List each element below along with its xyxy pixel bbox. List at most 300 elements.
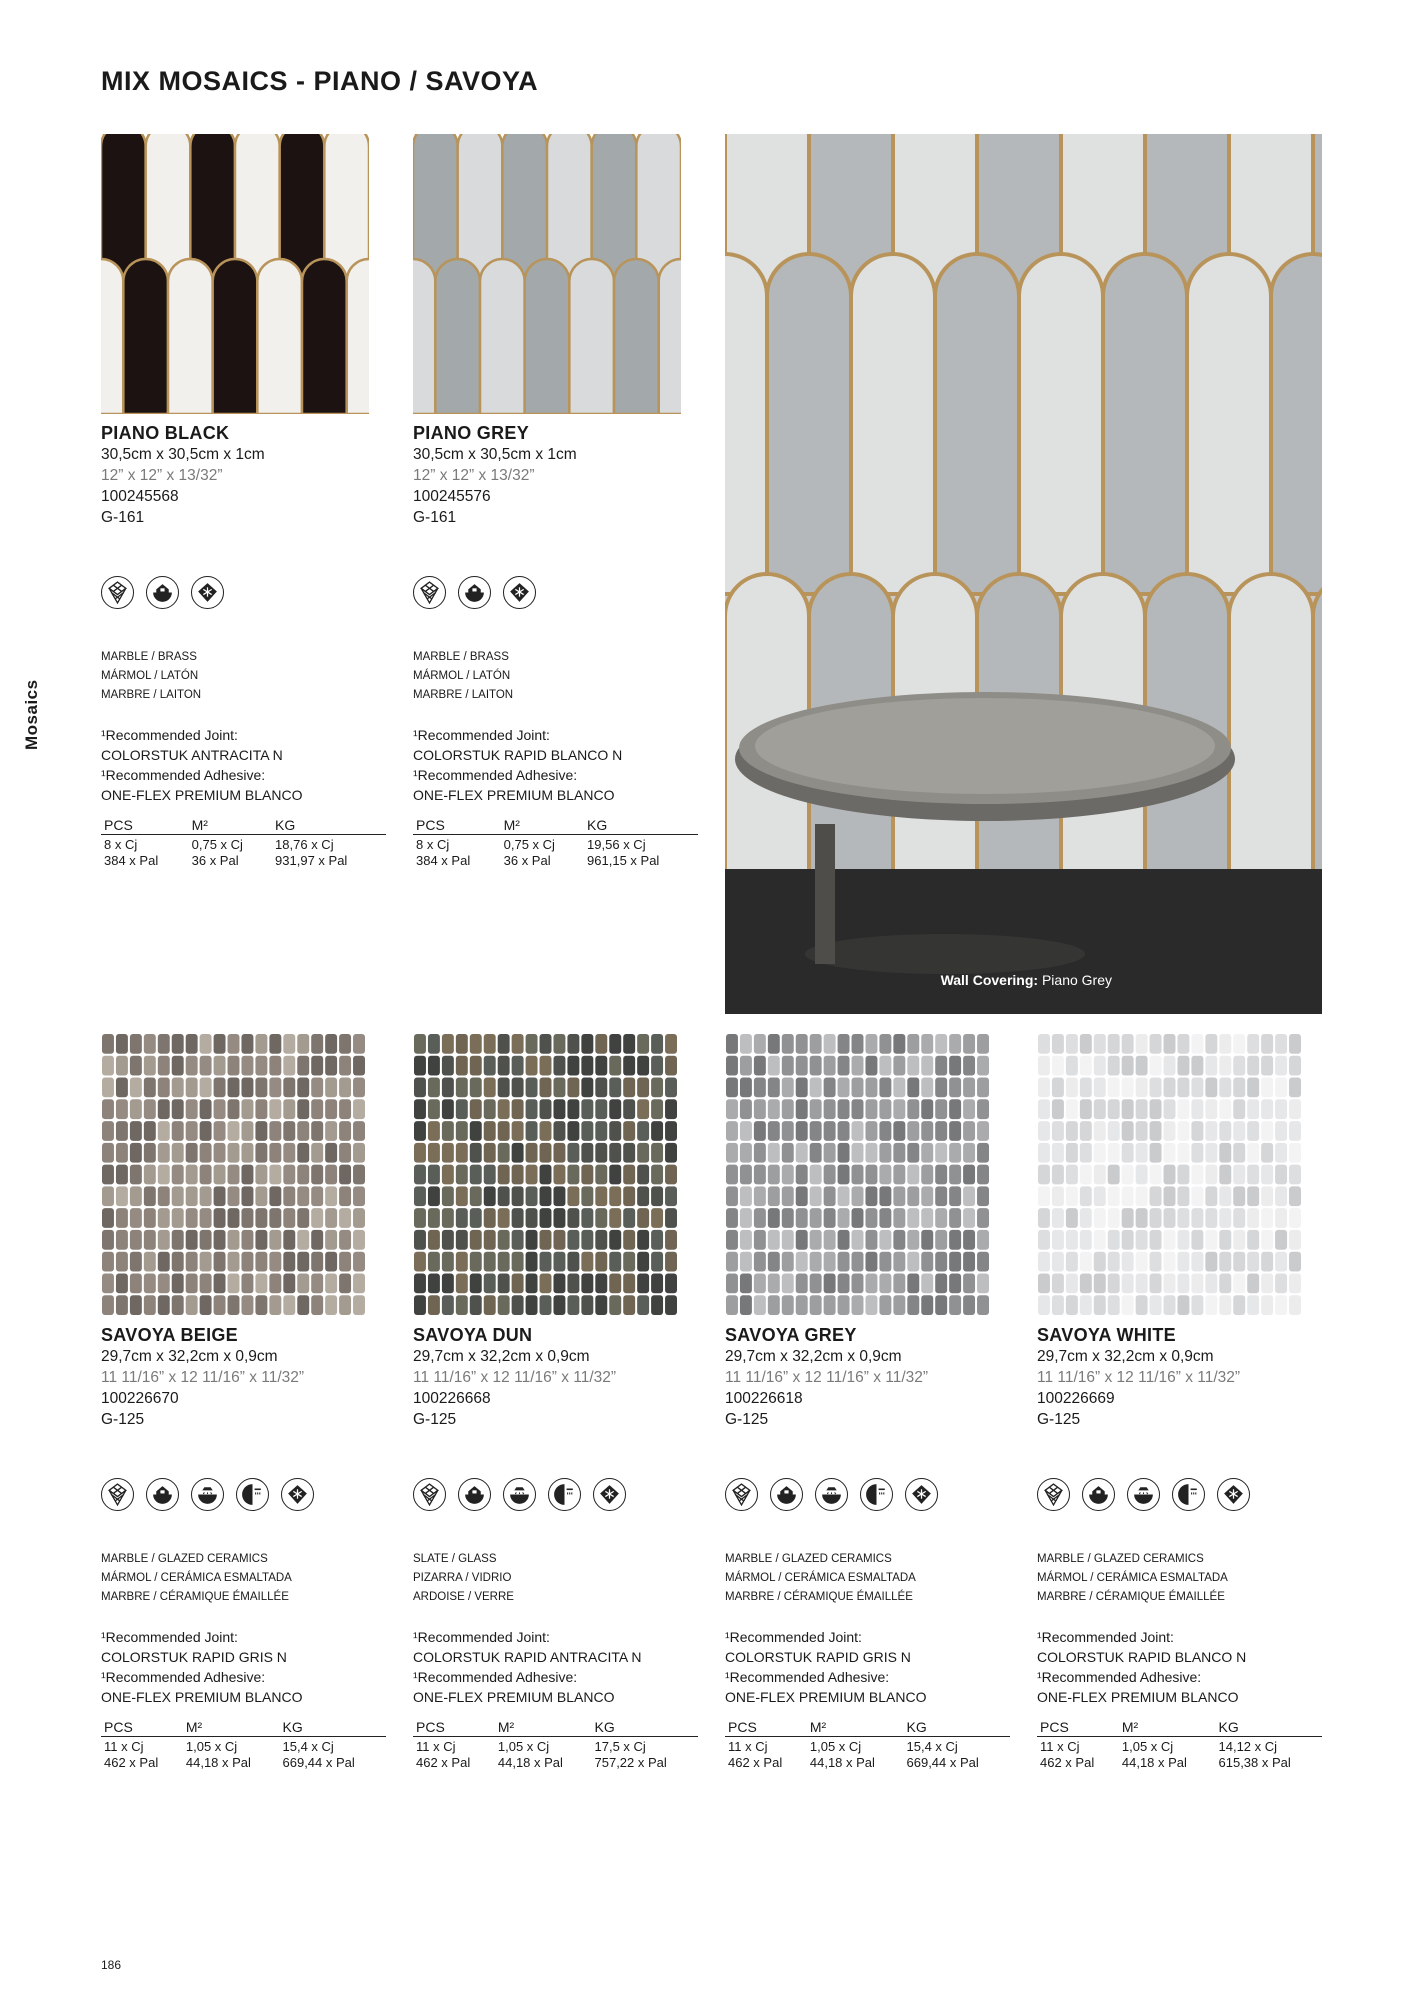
- spec-header-kg: KG: [280, 1719, 387, 1737]
- savoya-tile: [907, 1034, 919, 1054]
- savoya-tile: [1261, 1295, 1273, 1315]
- savoya-tile: [651, 1099, 663, 1119]
- savoya-tile: [1261, 1165, 1273, 1185]
- savoya-tile: [977, 1143, 989, 1163]
- savoya-tile: [269, 1143, 281, 1163]
- product-swatch: [101, 134, 369, 414]
- savoya-tile: [1150, 1252, 1162, 1272]
- savoya-tile: [637, 1295, 649, 1315]
- savoya-tile: [456, 1121, 468, 1141]
- savoya-tile: [1066, 1186, 1078, 1206]
- savoya-tile: [1275, 1186, 1287, 1206]
- materials: [725, 1550, 1010, 1607]
- savoya-tile: [921, 1078, 933, 1098]
- product-swatch: [413, 134, 681, 414]
- savoya-tile: [540, 1099, 552, 1119]
- interior-wall-icon: [770, 1478, 803, 1511]
- savoya-tile: [428, 1078, 440, 1098]
- savoya-tile: [907, 1165, 919, 1185]
- savoya-tile: [269, 1078, 281, 1098]
- savoya-tile: [1094, 1099, 1106, 1119]
- savoya-tile: [838, 1034, 850, 1054]
- savoya-tile: [339, 1165, 351, 1185]
- product-size-metric: 29,7cm x 32,2cm x 0,9cm: [101, 1348, 278, 1365]
- savoya-tile: [754, 1186, 766, 1206]
- savoya-tile: [1247, 1186, 1259, 1206]
- savoya-tile: [470, 1099, 482, 1119]
- savoya-tile: [1094, 1121, 1106, 1141]
- savoya-tile: [907, 1056, 919, 1076]
- savoya-tile: [1164, 1056, 1176, 1076]
- savoya-tile: [949, 1230, 961, 1250]
- savoya-tile: [1247, 1121, 1259, 1141]
- savoya-tile: [470, 1295, 482, 1315]
- product-size-imperial: 11 11/16” x 12 11/16” x 11/32”: [413, 1369, 617, 1386]
- adhesive-label: ¹Recommended Adhesive:: [101, 767, 266, 783]
- materials: [1037, 1550, 1322, 1607]
- savoya-tile: [768, 1295, 780, 1315]
- adhesive-value: ONE-FLEX PREMIUM BLANCO: [725, 1689, 927, 1705]
- savoya-tile: [512, 1230, 524, 1250]
- savoya-tile: [1094, 1143, 1106, 1163]
- savoya-tile: [526, 1165, 538, 1185]
- savoya-tile: [255, 1208, 267, 1228]
- savoya-tile: [1150, 1099, 1162, 1119]
- savoya-tile: [498, 1099, 510, 1119]
- savoya-tile: [754, 1273, 766, 1293]
- savoya-tile: [498, 1034, 510, 1054]
- savoya-tile: [893, 1121, 905, 1141]
- savoya-tile: [130, 1252, 142, 1272]
- savoya-tile: [339, 1295, 351, 1315]
- savoya-tile: [484, 1078, 496, 1098]
- savoya-tile: [339, 1143, 351, 1163]
- product-name: SAVOYA BEIGE: [101, 1325, 238, 1345]
- spec-kg-pallet: 931,97 x Pal: [275, 853, 348, 868]
- savoya-tile: [484, 1230, 496, 1250]
- savoya-tile: [297, 1252, 309, 1272]
- savoya-tile: [1289, 1034, 1301, 1054]
- savoya-tile: [353, 1165, 365, 1185]
- shower-wall-icon: [860, 1478, 893, 1511]
- savoya-tile: [442, 1078, 454, 1098]
- savoya-tile: [651, 1295, 663, 1315]
- savoya-tile: [172, 1252, 184, 1272]
- savoya-tile: [283, 1121, 295, 1141]
- product-size-imperial: 11 11/16” x 12 11/16” x 11/32”: [101, 1369, 305, 1386]
- savoya-tile: [949, 1295, 961, 1315]
- savoya-tile: [768, 1143, 780, 1163]
- savoya-tile: [623, 1056, 635, 1076]
- savoya-tile: [567, 1034, 579, 1054]
- savoya-tile: [609, 1078, 621, 1098]
- savoya-tile: [144, 1143, 156, 1163]
- savoya-tile: [754, 1252, 766, 1272]
- spec-m2-box: 1,05 x Cj: [809, 1739, 862, 1754]
- savoya-tile: [1122, 1056, 1134, 1076]
- savoya-tile: [186, 1056, 198, 1076]
- savoya-tile: [442, 1099, 454, 1119]
- savoya-tile: [186, 1034, 198, 1054]
- savoya-tile: [1052, 1056, 1064, 1076]
- adhesive-value: ONE-FLEX PREMIUM BLANCO: [101, 787, 303, 803]
- spec-pcs-box: 11 x Cj: [1040, 1739, 1080, 1754]
- savoya-tile: [526, 1099, 538, 1119]
- page-title: MIX MOSAICS - PIANO / SAVOYA: [101, 66, 539, 96]
- savoya-tile: [810, 1230, 822, 1250]
- savoya-tile: [838, 1208, 850, 1228]
- savoya-tile: [623, 1034, 635, 1054]
- savoya-tile: [651, 1165, 663, 1185]
- product-swatch: [101, 1033, 366, 1316]
- savoya-tile: [907, 1208, 919, 1228]
- spec-header-m2: M²: [183, 1719, 280, 1737]
- savoya-tile: [130, 1165, 142, 1185]
- savoya-tile: [1038, 1099, 1050, 1119]
- savoya-tile: [1052, 1252, 1064, 1272]
- wall-grid-icon: [101, 1478, 134, 1511]
- savoya-tile: [824, 1078, 836, 1098]
- savoya-tile: [1080, 1056, 1092, 1076]
- savoya-tile: [283, 1143, 295, 1163]
- spec-kg-box: 17,5 x Cj: [594, 1739, 646, 1754]
- recommendations: [725, 1627, 1010, 1707]
- product-name: PIANO BLACK: [101, 423, 230, 443]
- savoya-tile: [553, 1273, 565, 1293]
- savoya-tile: [1108, 1121, 1120, 1141]
- savoya-tile: [1275, 1230, 1287, 1250]
- wall-grid-icon: [725, 1478, 758, 1511]
- savoya-tile: [921, 1295, 933, 1315]
- product-size-metric: 30,5cm x 30,5cm x 1cm: [413, 446, 577, 463]
- savoya-tile: [172, 1208, 184, 1228]
- joint-label: ¹Recommended Joint:: [1037, 1629, 1174, 1645]
- savoya-tile: [726, 1273, 738, 1293]
- savoya-tile: [1136, 1165, 1148, 1185]
- savoya-tile: [865, 1208, 877, 1228]
- savoya-tile: [484, 1121, 496, 1141]
- hero-caption-value: Piano Grey: [1041, 972, 1112, 988]
- interior-wall-icon: [458, 1478, 491, 1511]
- savoya-tile: [824, 1099, 836, 1119]
- savoya-tile: [414, 1252, 426, 1272]
- savoya-tile: [1205, 1208, 1217, 1228]
- savoya-tile: [824, 1295, 836, 1315]
- materials: [413, 1550, 698, 1607]
- savoya-tile: [470, 1056, 482, 1076]
- savoya-tile: [796, 1295, 808, 1315]
- savoya-tile: [311, 1186, 323, 1206]
- savoya-tile: [949, 1099, 961, 1119]
- savoya-tile: [595, 1208, 607, 1228]
- savoya-tile: [768, 1034, 780, 1054]
- savoya-tile: [963, 1056, 975, 1076]
- savoya-tile: [512, 1034, 524, 1054]
- savoya-tile: [339, 1078, 351, 1098]
- savoya-tile: [484, 1099, 496, 1119]
- material-en: SLATE / GLASS: [413, 1553, 497, 1565]
- savoya-tile: [311, 1121, 323, 1141]
- savoya-tile: [726, 1099, 738, 1119]
- usage-icons: [725, 1478, 1010, 1512]
- savoya-tile: [581, 1295, 593, 1315]
- savoya-tile: [456, 1078, 468, 1098]
- spec-m2-box: 0,75 x Cj: [503, 837, 555, 852]
- recommendations: [413, 725, 698, 805]
- savoya-tile: [158, 1273, 170, 1293]
- savoya-tile: [311, 1208, 323, 1228]
- joint-value: COLORSTUK RAPID ANTRACITA N: [413, 1649, 642, 1665]
- recommendations: [101, 725, 386, 805]
- savoya-tile: [297, 1143, 309, 1163]
- savoya-tile: [1150, 1034, 1162, 1054]
- savoya-tile: [512, 1099, 524, 1119]
- savoya-tile: [852, 1034, 864, 1054]
- savoya-tile: [1066, 1056, 1078, 1076]
- recommendations: [1037, 1627, 1322, 1707]
- savoya-tile: [1052, 1034, 1064, 1054]
- shower-icon: [503, 1478, 536, 1511]
- savoya-tile: [540, 1252, 552, 1272]
- shower-icon: [1127, 1478, 1160, 1511]
- savoya-tile: [512, 1208, 524, 1228]
- savoya-tile: [838, 1078, 850, 1098]
- savoya-tile: [651, 1034, 663, 1054]
- savoya-tile: [102, 1121, 114, 1141]
- savoya-tile: [1150, 1165, 1162, 1185]
- savoya-tile: [1080, 1165, 1092, 1185]
- savoya-tile: [907, 1078, 919, 1098]
- savoya-tile: [810, 1078, 822, 1098]
- savoya-tile: [1066, 1143, 1078, 1163]
- savoya-tile: [512, 1143, 524, 1163]
- savoya-tile: [325, 1186, 337, 1206]
- savoya-tile: [921, 1230, 933, 1250]
- savoya-tile: [498, 1056, 510, 1076]
- savoya-tile: [255, 1121, 267, 1141]
- savoya-tile: [428, 1165, 440, 1185]
- spec-header-kg: KG: [272, 817, 386, 835]
- savoya-tile: [1205, 1295, 1217, 1315]
- savoya-tile: [567, 1121, 579, 1141]
- savoya-tile: [414, 1165, 426, 1185]
- product-card: [101, 1033, 386, 1771]
- savoya-tile: [581, 1034, 593, 1054]
- savoya-tile: [130, 1056, 142, 1076]
- savoya-tile: [782, 1295, 794, 1315]
- savoya-tile: [158, 1056, 170, 1076]
- savoya-tile: [325, 1273, 337, 1293]
- savoya-tile: [102, 1078, 114, 1098]
- savoya-tile: [158, 1099, 170, 1119]
- savoya-tile: [470, 1165, 482, 1185]
- savoya-tile: [414, 1295, 426, 1315]
- savoya-tile: [893, 1186, 905, 1206]
- savoya-tile: [665, 1273, 677, 1293]
- savoya-tile: [428, 1252, 440, 1272]
- spec-pcs-pallet: 462 x Pal: [416, 1755, 471, 1770]
- savoya-tile: [879, 1121, 891, 1141]
- savoya-tile: [949, 1078, 961, 1098]
- savoya-tile: [297, 1295, 309, 1315]
- savoya-tile: [297, 1186, 309, 1206]
- savoya-tile: [311, 1230, 323, 1250]
- savoya-tile: [172, 1034, 184, 1054]
- savoya-tile: [144, 1208, 156, 1228]
- savoya-tile: [796, 1273, 808, 1293]
- savoya-tile: [428, 1208, 440, 1228]
- savoya-tile: [456, 1056, 468, 1076]
- savoya-tile: [353, 1099, 365, 1119]
- savoya-tile: [116, 1252, 128, 1272]
- savoya-tile: [1233, 1273, 1245, 1293]
- savoya-tile: [102, 1099, 114, 1119]
- savoya-tile: [963, 1186, 975, 1206]
- savoya-tile: [428, 1295, 440, 1315]
- savoya-tile: [1289, 1273, 1301, 1293]
- savoya-tile: [1108, 1099, 1120, 1119]
- savoya-tile: [810, 1143, 822, 1163]
- savoya-tile: [512, 1295, 524, 1315]
- savoya-tile: [595, 1295, 607, 1315]
- savoya-tile: [665, 1121, 677, 1141]
- savoya-tile: [470, 1143, 482, 1163]
- savoya-tile: [311, 1165, 323, 1185]
- savoya-tile: [498, 1186, 510, 1206]
- savoya-tile: [740, 1121, 752, 1141]
- savoya-tile: [241, 1230, 253, 1250]
- spec-header-kg: KG: [584, 817, 698, 835]
- savoya-tile: [200, 1295, 212, 1315]
- savoya-tile: [241, 1208, 253, 1228]
- savoya-tile: [852, 1121, 864, 1141]
- savoya-tile: [1177, 1208, 1189, 1228]
- savoya-tile: [1233, 1056, 1245, 1076]
- savoya-tile: [442, 1143, 454, 1163]
- savoya-tile: [116, 1230, 128, 1250]
- savoya-tile: [144, 1078, 156, 1098]
- savoya-tile: [852, 1056, 864, 1076]
- savoya-tile: [581, 1165, 593, 1185]
- savoya-tile: [1136, 1252, 1148, 1272]
- savoya-tile: [782, 1252, 794, 1272]
- savoya-tile: [1289, 1121, 1301, 1141]
- savoya-tile: [1066, 1252, 1078, 1272]
- savoya-tile: [1261, 1099, 1273, 1119]
- savoya-tile: [665, 1295, 677, 1315]
- savoya-tile: [325, 1165, 337, 1185]
- savoya-tile: [325, 1056, 337, 1076]
- savoya-tile: [1038, 1208, 1050, 1228]
- savoya-tile: [339, 1208, 351, 1228]
- savoya-tile: [824, 1165, 836, 1185]
- savoya-tile: [414, 1121, 426, 1141]
- savoya-tile: [1205, 1121, 1217, 1141]
- savoya-tile: [553, 1252, 565, 1272]
- savoya-tile: [130, 1121, 142, 1141]
- joint-label: ¹Recommended Joint:: [413, 727, 550, 743]
- savoya-tile: [740, 1078, 752, 1098]
- savoya-tile: [186, 1186, 198, 1206]
- savoya-tile: [116, 1165, 128, 1185]
- material-es: PIZARRA / VIDRIO: [413, 1572, 512, 1584]
- savoya-tile: [1108, 1078, 1120, 1098]
- savoya-tile: [158, 1295, 170, 1315]
- savoya-tile: [637, 1273, 649, 1293]
- savoya-tile: [1219, 1230, 1231, 1250]
- savoya-tile: [456, 1273, 468, 1293]
- savoya-tile: [498, 1121, 510, 1141]
- savoya-tile: [1233, 1078, 1245, 1098]
- product-size-metric: 30,5cm x 30,5cm x 1cm: [101, 446, 265, 463]
- savoya-tile: [1247, 1078, 1259, 1098]
- savoya-tile: [200, 1273, 212, 1293]
- savoya-tile: [1247, 1230, 1259, 1250]
- product-name: SAVOYA DUN: [413, 1325, 533, 1345]
- spec-m2-pallet: 44,18 x Pal: [185, 1755, 251, 1770]
- savoya-tile: [637, 1078, 649, 1098]
- savoya-tile: [1094, 1034, 1106, 1054]
- spec-table: [101, 1719, 386, 1771]
- adhesive-label: ¹Recommended Adhesive:: [725, 1669, 890, 1685]
- savoya-tile: [567, 1295, 579, 1315]
- savoya-tile: [595, 1143, 607, 1163]
- material-fr: MARBRE / LAITON: [413, 689, 514, 701]
- savoya-tile: [977, 1252, 989, 1272]
- savoya-tile: [581, 1186, 593, 1206]
- savoya-tile: [428, 1186, 440, 1206]
- piano-tile: [435, 259, 480, 414]
- savoya-tile: [907, 1273, 919, 1293]
- savoya-tile: [186, 1273, 198, 1293]
- product-size-imperial: 12” x 12” x 13/32”: [413, 467, 535, 484]
- savoya-tile: [935, 1121, 947, 1141]
- page-number: 186: [101, 1958, 122, 1972]
- savoya-tile: [311, 1099, 323, 1119]
- savoya-tile: [1219, 1252, 1231, 1272]
- savoya-tile: [754, 1208, 766, 1228]
- savoya-tile: [214, 1143, 226, 1163]
- savoya-tile: [623, 1208, 635, 1228]
- interior-wall-icon: [458, 576, 491, 609]
- savoya-tile: [1261, 1056, 1273, 1076]
- savoya-tile: [838, 1295, 850, 1315]
- savoya-tile: [255, 1056, 267, 1076]
- savoya-tile: [1052, 1143, 1064, 1163]
- savoya-tile: [838, 1121, 850, 1141]
- material-es: MÁRMOL / LATÓN: [101, 670, 199, 682]
- savoya-tile: [1177, 1230, 1189, 1250]
- spec-header-pcs: PCS: [101, 1719, 183, 1737]
- savoya-tile: [740, 1099, 752, 1119]
- savoya-tile: [810, 1034, 822, 1054]
- usage-icons: [413, 1478, 698, 1512]
- savoya-tile: [1219, 1165, 1231, 1185]
- savoya-tile: [200, 1034, 212, 1054]
- savoya-tile: [609, 1165, 621, 1185]
- savoya-tile: [498, 1078, 510, 1098]
- savoya-tile: [1164, 1273, 1176, 1293]
- savoya-tile: [1122, 1295, 1134, 1315]
- savoya-tile: [1219, 1273, 1231, 1293]
- savoya-tile: [269, 1230, 281, 1250]
- savoya-tile: [754, 1121, 766, 1141]
- savoya-tile: [1261, 1252, 1273, 1272]
- frost-resistant-icon: [1217, 1478, 1250, 1511]
- savoya-tile: [1136, 1099, 1148, 1119]
- frost-resistant-icon: [593, 1478, 626, 1511]
- shower-icon: [815, 1478, 848, 1511]
